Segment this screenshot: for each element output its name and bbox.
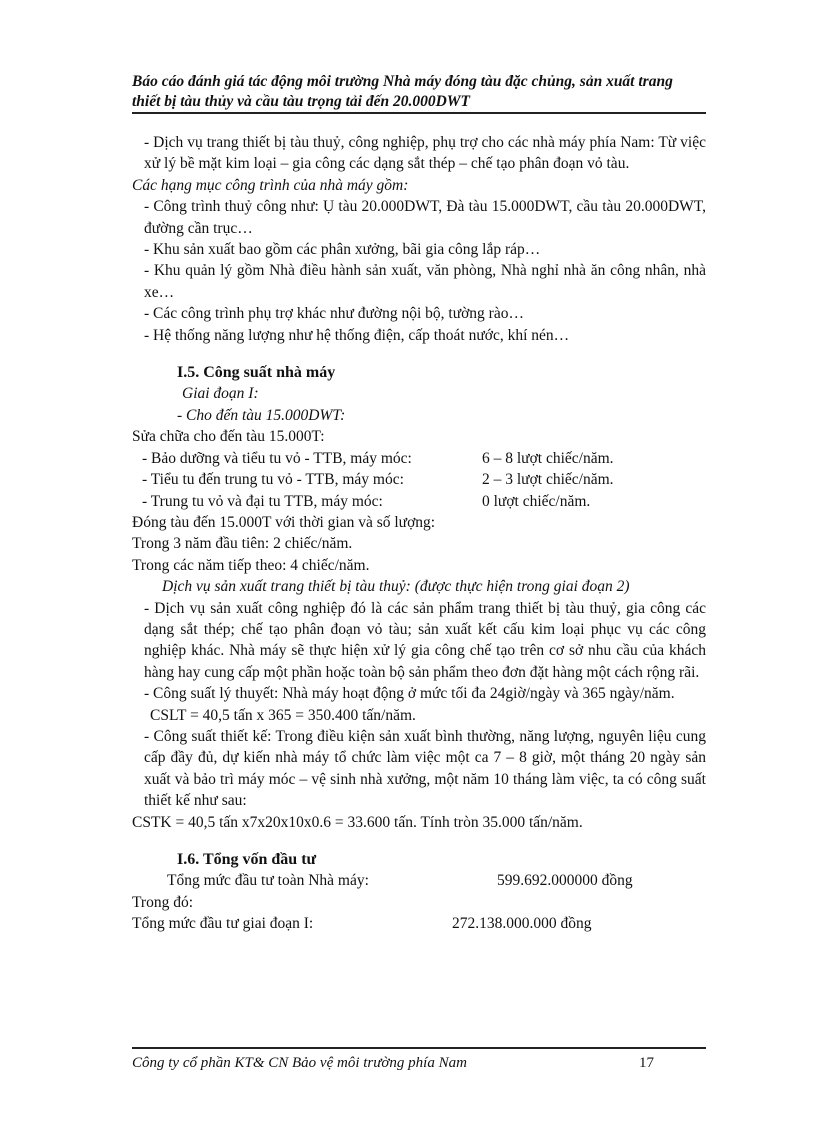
footer-divider <box>132 1047 706 1049</box>
cstk-formula: CSTK = 40,5 tấn x7x20x10x0.6 = 33.600 tấn. Tính tròn 35.000 tấn/năm. <box>132 813 583 831</box>
investment-phase1-row <box>132 913 706 934</box>
repair-row-label: - Tiểu tu đến trung tu vỏ - TTB, máy móc: <box>142 471 404 489</box>
list-item: - Khu sản xuất bao gồm các phân xưởng, bãi gia công lắp ráp… <box>144 241 541 259</box>
repair-row-label: - Trung tu vỏ và đại tu TTB, máy móc: <box>142 492 383 510</box>
page-footer <box>132 1053 706 1073</box>
repair-row <box>132 491 706 512</box>
header-line-2: thiết bị tàu thủy và cầu tàu trọng tải đến 20.000DWT <box>132 93 471 110</box>
repair-row-value: 2 – 3 lượt chiếc/năm. <box>482 471 614 489</box>
categories-title: Các hạng mục công trình của nhà máy gồm: <box>132 176 409 194</box>
page-header <box>132 72 706 112</box>
header-divider <box>132 112 706 114</box>
investment-total-value: 599.692.000000 đồng <box>497 872 633 890</box>
investment-phase1-value: 272.138.000.000 đồng <box>452 915 592 933</box>
ship-size-label: - Cho đến tàu 15.000DWT: <box>177 406 346 424</box>
list-item: - Công trình thuỷ công như: Ụ tàu 20.000DWT, Đà tàu 15.000DWT, cầu tàu 20.000DWT, đường cần trục… <box>144 198 706 237</box>
section-title-investment: I.6. Tổng vốn đầu tư <box>177 851 317 868</box>
document-body <box>132 132 706 935</box>
intro-paragraph: - Dịch vụ trang thiết bị tàu thuỷ, công nghiệp, phụ trợ cho các nhà máy phía Nam: Từ việc xử lý bề mặt kim loại – gia công các dạng sắt thép – chế tạo phân đoạn vỏ tàu. <box>144 134 706 173</box>
design-capacity-paragraph: - Công suất thiết kế: Trong điều kiện sản xuất bình thường, năng lượng, nguyên liệu cung cấp đầy đủ, dự kiến nhà máy tổ chức làm việc một ca 7 – 8 giờ, một tháng 20 ngày sản xuất và bảo trì máy móc – vệ sinh nhà xưởng, một năm 10 tháng làm việc, ta có công suất thiết kế như sau: <box>144 727 706 810</box>
service-paragraph: - Dịch vụ sản xuất công nghiệp đó là các sản phẩm trang thiết bị tàu thuỷ, gia công các dạng sắt thép; chế tạo phân đoạn vỏ tàu; sản xuất kết cấu kim loại phục vụ các công nghiệp khác. Nhà máy sẽ thực hiện xử lý gia công chế tạo trên cơ sở nhu cầu của khách hàng hay cung cấp một phần hoặc toàn bộ sản phẩm theo đơn đặt hàng một cách rộng rãi. <box>144 599 706 681</box>
repair-row-label: - Bảo dưỡng và tiểu tu vỏ - TTB, máy móc: <box>142 449 412 467</box>
header-line-1: Báo cáo đánh giá tác động môi trường Nhà máy đóng tàu đặc chủng, sản xuất trang <box>132 73 673 90</box>
repair-row <box>132 448 706 469</box>
investment-total-label: Tổng mức đầu tư toàn Nhà máy: <box>167 872 369 890</box>
list-item: - Các công trình phụ trợ khác như đường nội bộ, tường rào… <box>144 305 524 323</box>
phase-label: Giai đoạn I: <box>182 385 259 403</box>
service-title: Dịch vụ sản xuất trang thiết bị tàu thuỷ: (được thực hiện trong giai đoạn 2) <box>162 578 630 596</box>
build-title: Đóng tàu đến 15.000T với thời gian và số lượng: <box>132 513 436 531</box>
repair-row-value: 0 lượt chiếc/năm. <box>482 492 591 510</box>
investment-phase1-label: Tổng mức đầu tư giai đoạn I: <box>132 915 314 933</box>
list-item: - Hệ thống năng lượng như hệ thống điện, cấp thoát nước, khí nén… <box>144 326 570 344</box>
page-number: 17 <box>639 1055 654 1071</box>
theory-capacity-paragraph: - Công suất lý thuyết: Nhà máy hoạt động ở mức tối đa 24giờ/ngày và 365 ngày/năm. <box>144 685 675 703</box>
list-item: - Khu quản lý gồm Nhà điều hành sản xuất, văn phòng, Nhà nghỉ nhà ăn công nhân, nhà xe… <box>144 262 706 301</box>
repair-row-value: 6 – 8 lượt chiếc/năm. <box>482 449 614 467</box>
repair-title: Sửa chữa cho đến tàu 15.000T: <box>132 428 325 446</box>
cslt-formula: CSLT = 40,5 tấn x 365 = 350.400 tấn/năm. <box>150 706 416 724</box>
section-title-capacity: I.5. Công suất nhà máy <box>177 364 336 382</box>
investment-total-row <box>132 870 706 891</box>
repair-row <box>132 469 706 490</box>
of-which-label: Trong đó: <box>132 893 194 911</box>
build-first-years: Trong 3 năm đầu tiên: 2 chiếc/năm. <box>132 535 353 553</box>
build-next-years: Trong các năm tiếp theo: 4 chiếc/năm. <box>132 556 370 574</box>
footer-company: Công ty cổ phần KT& CN Bảo vệ môi trường phía Nam <box>132 1055 467 1071</box>
